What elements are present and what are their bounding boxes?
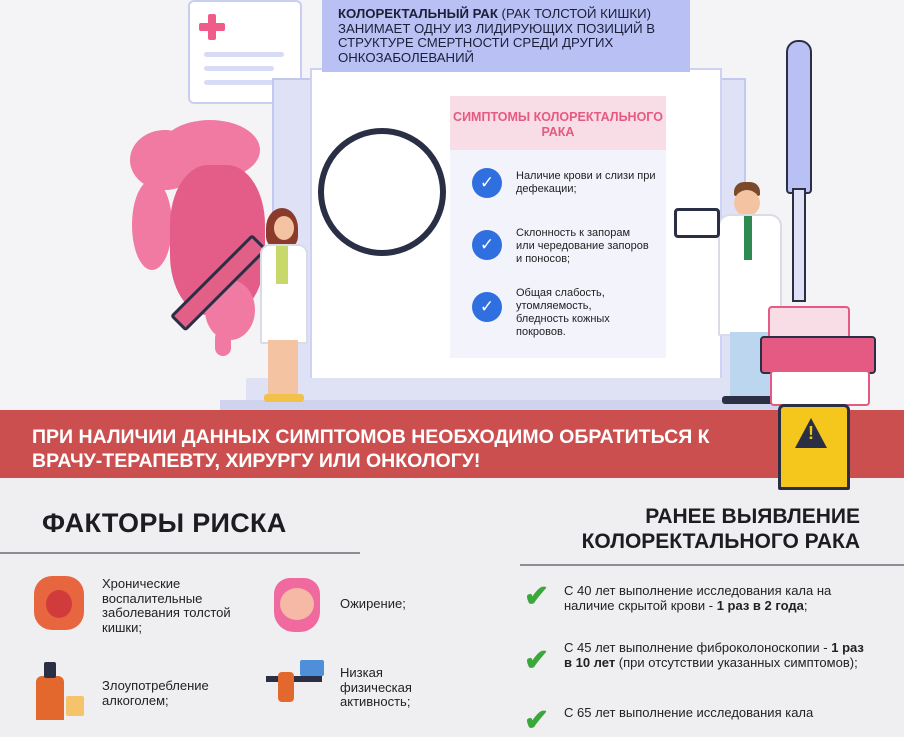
desk-chair-icon xyxy=(266,676,322,682)
intestine-icon-inner xyxy=(46,590,72,618)
female-doctor-shoes xyxy=(264,394,304,402)
female-doctor-shirt xyxy=(276,246,288,284)
early-item-bold: 1 раз в 2 года xyxy=(716,598,804,613)
early-divider xyxy=(520,564,904,566)
risk-title: ФАКТОРЫ РИСКА xyxy=(42,508,287,538)
intro-text xyxy=(338,7,678,65)
risk-divider xyxy=(0,552,360,554)
early-item-text: С 40 лет выполнение исследования кала на наличие скрытой крови - xyxy=(564,583,832,613)
risk-item: Ожирение; xyxy=(340,596,406,611)
male-doctor-head xyxy=(734,190,760,216)
book-illustration xyxy=(760,336,876,374)
book-illustration xyxy=(768,306,850,340)
bottle-icon xyxy=(36,676,64,720)
plus-icon-bar xyxy=(199,23,225,31)
early-detection-title: РАНЕЕ ВЫЯВЛЕНИЕ КОЛОРЕКТАЛЬНОГО РАКА xyxy=(581,505,860,553)
early-item xyxy=(564,583,864,613)
early-item-tail: (при отсутствии указанных симптомов); xyxy=(615,655,858,670)
scalpel-illustration xyxy=(786,40,812,194)
checkmark-icon: ✔ xyxy=(524,644,550,677)
symptom-item: Общая слабость, утомляемость, бледность кожных покровов. xyxy=(516,287,610,338)
early-item-text: С 65 лет выполнение исследования кала xyxy=(564,705,814,720)
male-doctor-tie xyxy=(744,216,752,260)
warning-exclamation: ! xyxy=(808,423,814,443)
early-item-bold: 1 раз в 10 лет xyxy=(564,640,864,670)
risk-item: Низкая физическая активность; xyxy=(340,665,412,709)
female-doctor-legs xyxy=(268,340,298,394)
intestine-part xyxy=(132,180,172,270)
symptoms-title: СИМПТОМЫ КОЛОРЕКТАЛЬНОГО РАКА xyxy=(453,110,663,139)
glass-icon xyxy=(66,696,84,716)
intro-rest: (РАК ТОЛСТОЙ КИШКИ) ЗАНИМАЕТ ОДНУ ИЗ ЛИДИРУЮЩИХ ПОЗИЦИЙ В СТРУКТУРЕ СМЕРТНОСТИ СРЕДИ ДРУГИХ ОНКОЗАБОЛЕВАНИЙ xyxy=(338,6,656,65)
warning-text: ПРИ НАЛИЧИИ ДАННЫХ СИМПТОМОВ НЕОБХОДИМО ОБРАТИТЬСЯ К ВРАЧУ-ТЕРАПЕВТУ, ХИРУРГУ ИЛИ ОНКОЛОГУ! xyxy=(32,426,710,472)
risk-item: Злоупотребление алкоголем; xyxy=(102,678,209,708)
belly-icon-skin xyxy=(280,588,314,620)
window-base xyxy=(220,400,800,410)
check-badge-icon: ✓ xyxy=(472,168,502,198)
female-doctor-face xyxy=(274,216,294,240)
early-item xyxy=(564,705,864,720)
symptom-item: Склонность к запорам или чередование запоров и поносов; xyxy=(516,227,649,265)
intestine-part xyxy=(215,330,231,356)
checkmark-icon: ✔ xyxy=(524,580,550,613)
bottle-icon-neck xyxy=(44,662,56,678)
chair-icon xyxy=(278,672,294,702)
symptom-item: Наличие крови и слизи при дефекации; xyxy=(516,170,656,195)
early-item-text: С 45 лет выполнение фиброколоноскопии - xyxy=(564,640,832,655)
early-item xyxy=(564,640,864,670)
book-illustration xyxy=(770,370,870,406)
check-badge-icon: ✓ xyxy=(472,292,502,322)
check-badge-icon: ✓ xyxy=(472,230,502,260)
tablet-illustration xyxy=(674,208,720,238)
monitor-icon xyxy=(300,660,324,676)
window-stand xyxy=(246,378,766,402)
magnifier-icon xyxy=(318,128,446,256)
risk-item: Хронические воспалительные заболевания толстой кишки; xyxy=(102,576,231,635)
scalpel-handle xyxy=(792,188,806,302)
checkmark-icon: ✔ xyxy=(524,704,550,737)
early-item-tail: ; xyxy=(803,598,808,613)
intro-bold: КОЛОРЕКТАЛЬНЫЙ РАК xyxy=(338,6,498,21)
